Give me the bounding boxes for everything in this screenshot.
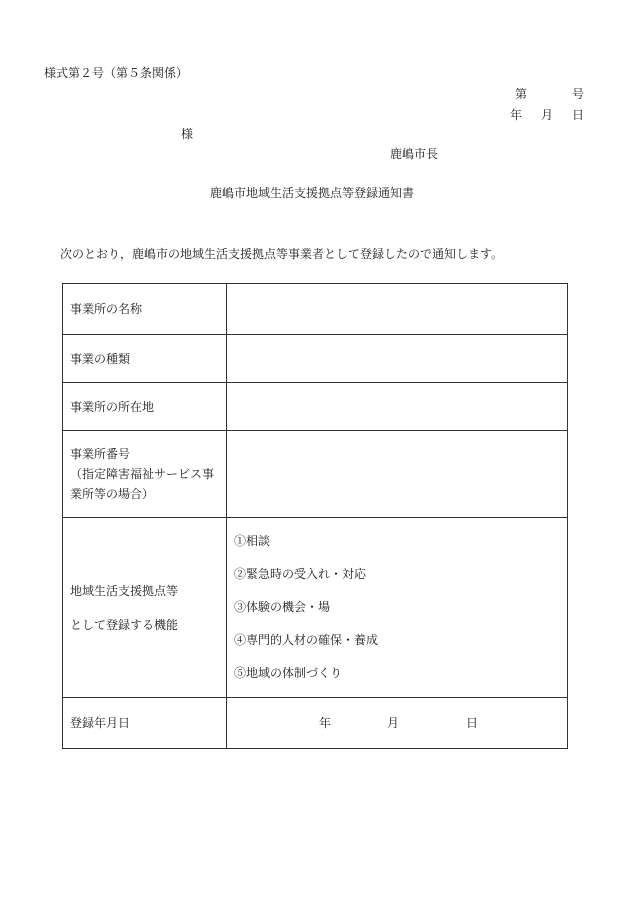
document-title: 鹿嶋市地域生活支援拠点等登録通知書 xyxy=(210,186,415,200)
table-row xyxy=(63,383,568,431)
business-type-value xyxy=(227,335,568,383)
facility-name-value xyxy=(227,284,568,335)
business-type-label: 事業の種類 xyxy=(63,335,227,383)
registration-date-year: 年 xyxy=(319,716,332,730)
issue-date-month: 月 xyxy=(541,108,554,122)
sender-name: 鹿嶋市長 xyxy=(390,147,439,161)
facility-number-label-line1: 事業所番号 xyxy=(70,447,131,461)
table-row xyxy=(63,284,568,335)
facility-address-label: 事業所の所在地 xyxy=(63,383,227,431)
registration-table xyxy=(62,283,568,749)
list-item: ②緊急時の受入れ・対応 xyxy=(234,567,367,581)
table-row xyxy=(63,335,568,383)
facility-address-value xyxy=(227,383,568,431)
table-row xyxy=(63,698,568,749)
facility-number-label xyxy=(63,431,227,518)
table-row xyxy=(63,518,568,698)
facility-number-label-line2: （指定障害福祉サービス事 xyxy=(70,467,215,481)
functions-label-line1: 地域生活支援拠点等 xyxy=(70,583,179,598)
table-row xyxy=(63,431,568,518)
list-item: ④専門的人材の確保・養成 xyxy=(234,633,379,647)
form-number: 様式第２号（第５条関係） xyxy=(44,66,189,80)
facility-name-label: 事業所の名称 xyxy=(63,284,227,335)
facility-number-label-line3: 業所等の場合） xyxy=(70,487,155,501)
issue-date-year: 年 xyxy=(510,108,523,122)
list-item: ⑤地域の体制づくり xyxy=(234,666,343,680)
functions-label xyxy=(63,518,227,698)
recipient-honorific: 様 xyxy=(181,127,194,141)
list-item: ①相談 xyxy=(234,534,271,548)
functions-list-cell xyxy=(227,518,568,698)
registration-date-label: 登録年月日 xyxy=(63,698,227,749)
functions-label-line2: として登録する機能 xyxy=(70,617,179,632)
issue-date-day: 日 xyxy=(572,108,585,122)
body-text: 次のとおり，鹿嶋市の地域生活支援拠点等事業者として登録したので通知します。 xyxy=(60,247,504,261)
facility-number-value xyxy=(227,431,568,518)
document-number-prefix: 第 xyxy=(515,87,528,101)
list-item: ③体験の機会・場 xyxy=(234,600,331,614)
registration-date-value xyxy=(227,698,568,749)
functions-list xyxy=(234,525,567,690)
document-number-suffix: 号 xyxy=(572,87,585,101)
registration-date-day: 日 xyxy=(466,716,479,730)
registration-date-month: 月 xyxy=(387,716,400,730)
